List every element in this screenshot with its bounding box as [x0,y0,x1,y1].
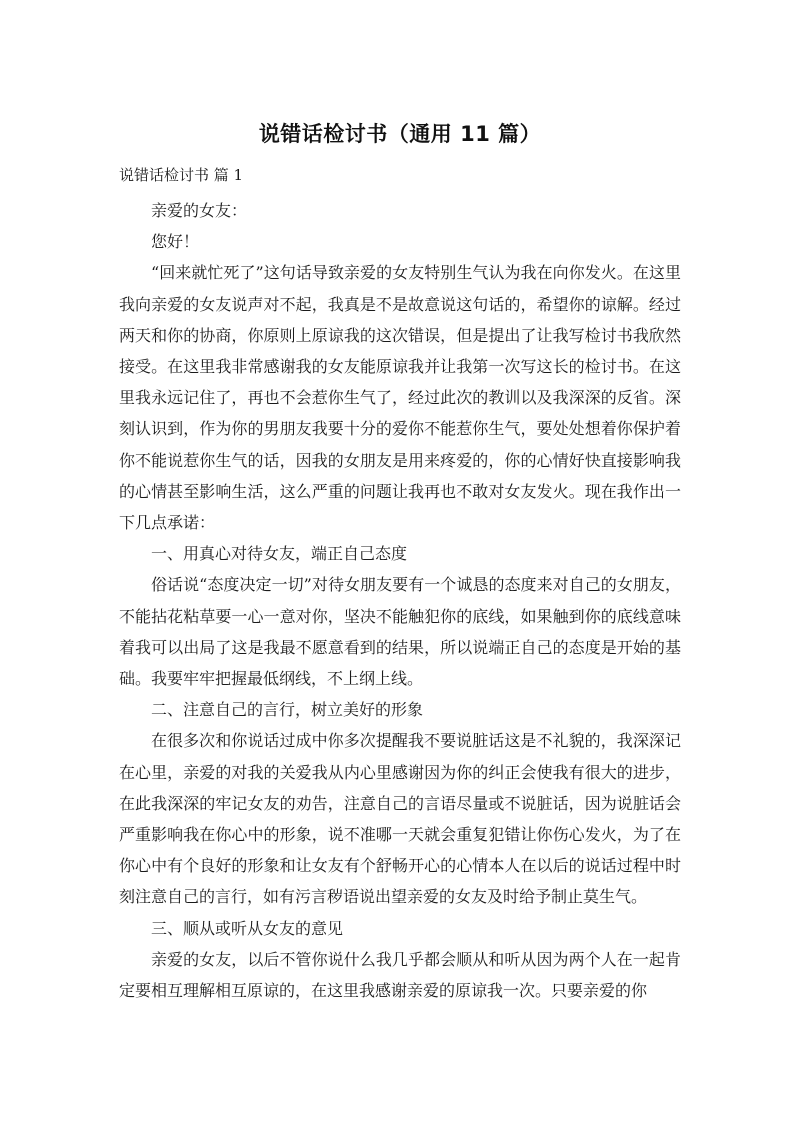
promise-heading-3: 三、顺从或听从女友的意见 [151,918,344,938]
section-heading: 说错话检讨书 篇 1 [119,166,244,184]
salutation: 亲爱的女友： [151,201,248,220]
document-title: 说错话检讨书（通用 11 篇） [258,122,542,146]
body-paragraph: 在很多次和你说话过成中你多次提醒我不要说脏话这是不礼貌的，我深深记在心里，亲爱的对我的关爱我从内心里感谢因为你的纠正会使我有很大的进步，在此我深深的牢记女友的劝告，注意自己的言语尽量或不说脏话，因为说脏话会严重影响我在你心中的形象，说不准哪一天就会重复犯错让你伤心发火，为了在你心中有个良好的形象和让女友有个舒畅开心的心情本人在以后的说话过程中时刻注意自己的言行，如有污言秽语说出望亲爱的女友及时给予制止莫生气。 [119,731,681,907]
promise-heading-2: 二、注意自己的言行，树立美好的形象 [151,700,424,720]
body-paragraph: 亲爱的女友，以后不管你说什么我几乎都会顺从和听从因为两个人在一起肯定要相互理解相互原谅的，在这里我感谢亲爱的原谅我一次。只要亲爱的你 [119,949,681,1001]
document-body [119,195,681,1006]
greeting: 您好！ [151,232,200,252]
body-paragraph: “回来就忙死了”这句话导致亲爱的女友特别生气认为我在向你发火。在这里我向亲爱的女友说声对不起，我真是不是故意说这句话的，希望你的谅解。经过两天和你的协商，你原则上原谅我的这次错误，但是提出了让我写检讨书我欣然接受。在这里我非常感谢我的女友能原谅我并让我第一次写这长的检讨书。在这里我永远记住了，再也不会惹你生气了，经过此次的教训以及我深深的反省。深刻认识到，作为你的男朋友我要十分的爱你不能惹你生气，要处处想着你保护着你不能说惹你生气的话，因我的女朋友是用来疼爱的，你的心情好快直接影响我的心情甚至影响生活，这么严重的问题让我再也不敢对女友发火。现在我作出一下几点承诺： [119,263,681,533]
body-paragraph: 俗话说“态度决定一切”对待女朋友要有一个诚恳的态度来对自己的女朋友，不能拈花粘草要一心一意对你，坚决不能触犯你的底线，如果触到你的底线意味着我可以出局了这是我最不愿意看到的结果，所以说端正自己的态度是开始的基础。我要牢牢把握最低纲线，不上纲上线。 [119,575,681,689]
promise-heading-1: 一、用真心对待女友，端正自己态度 [151,544,408,564]
